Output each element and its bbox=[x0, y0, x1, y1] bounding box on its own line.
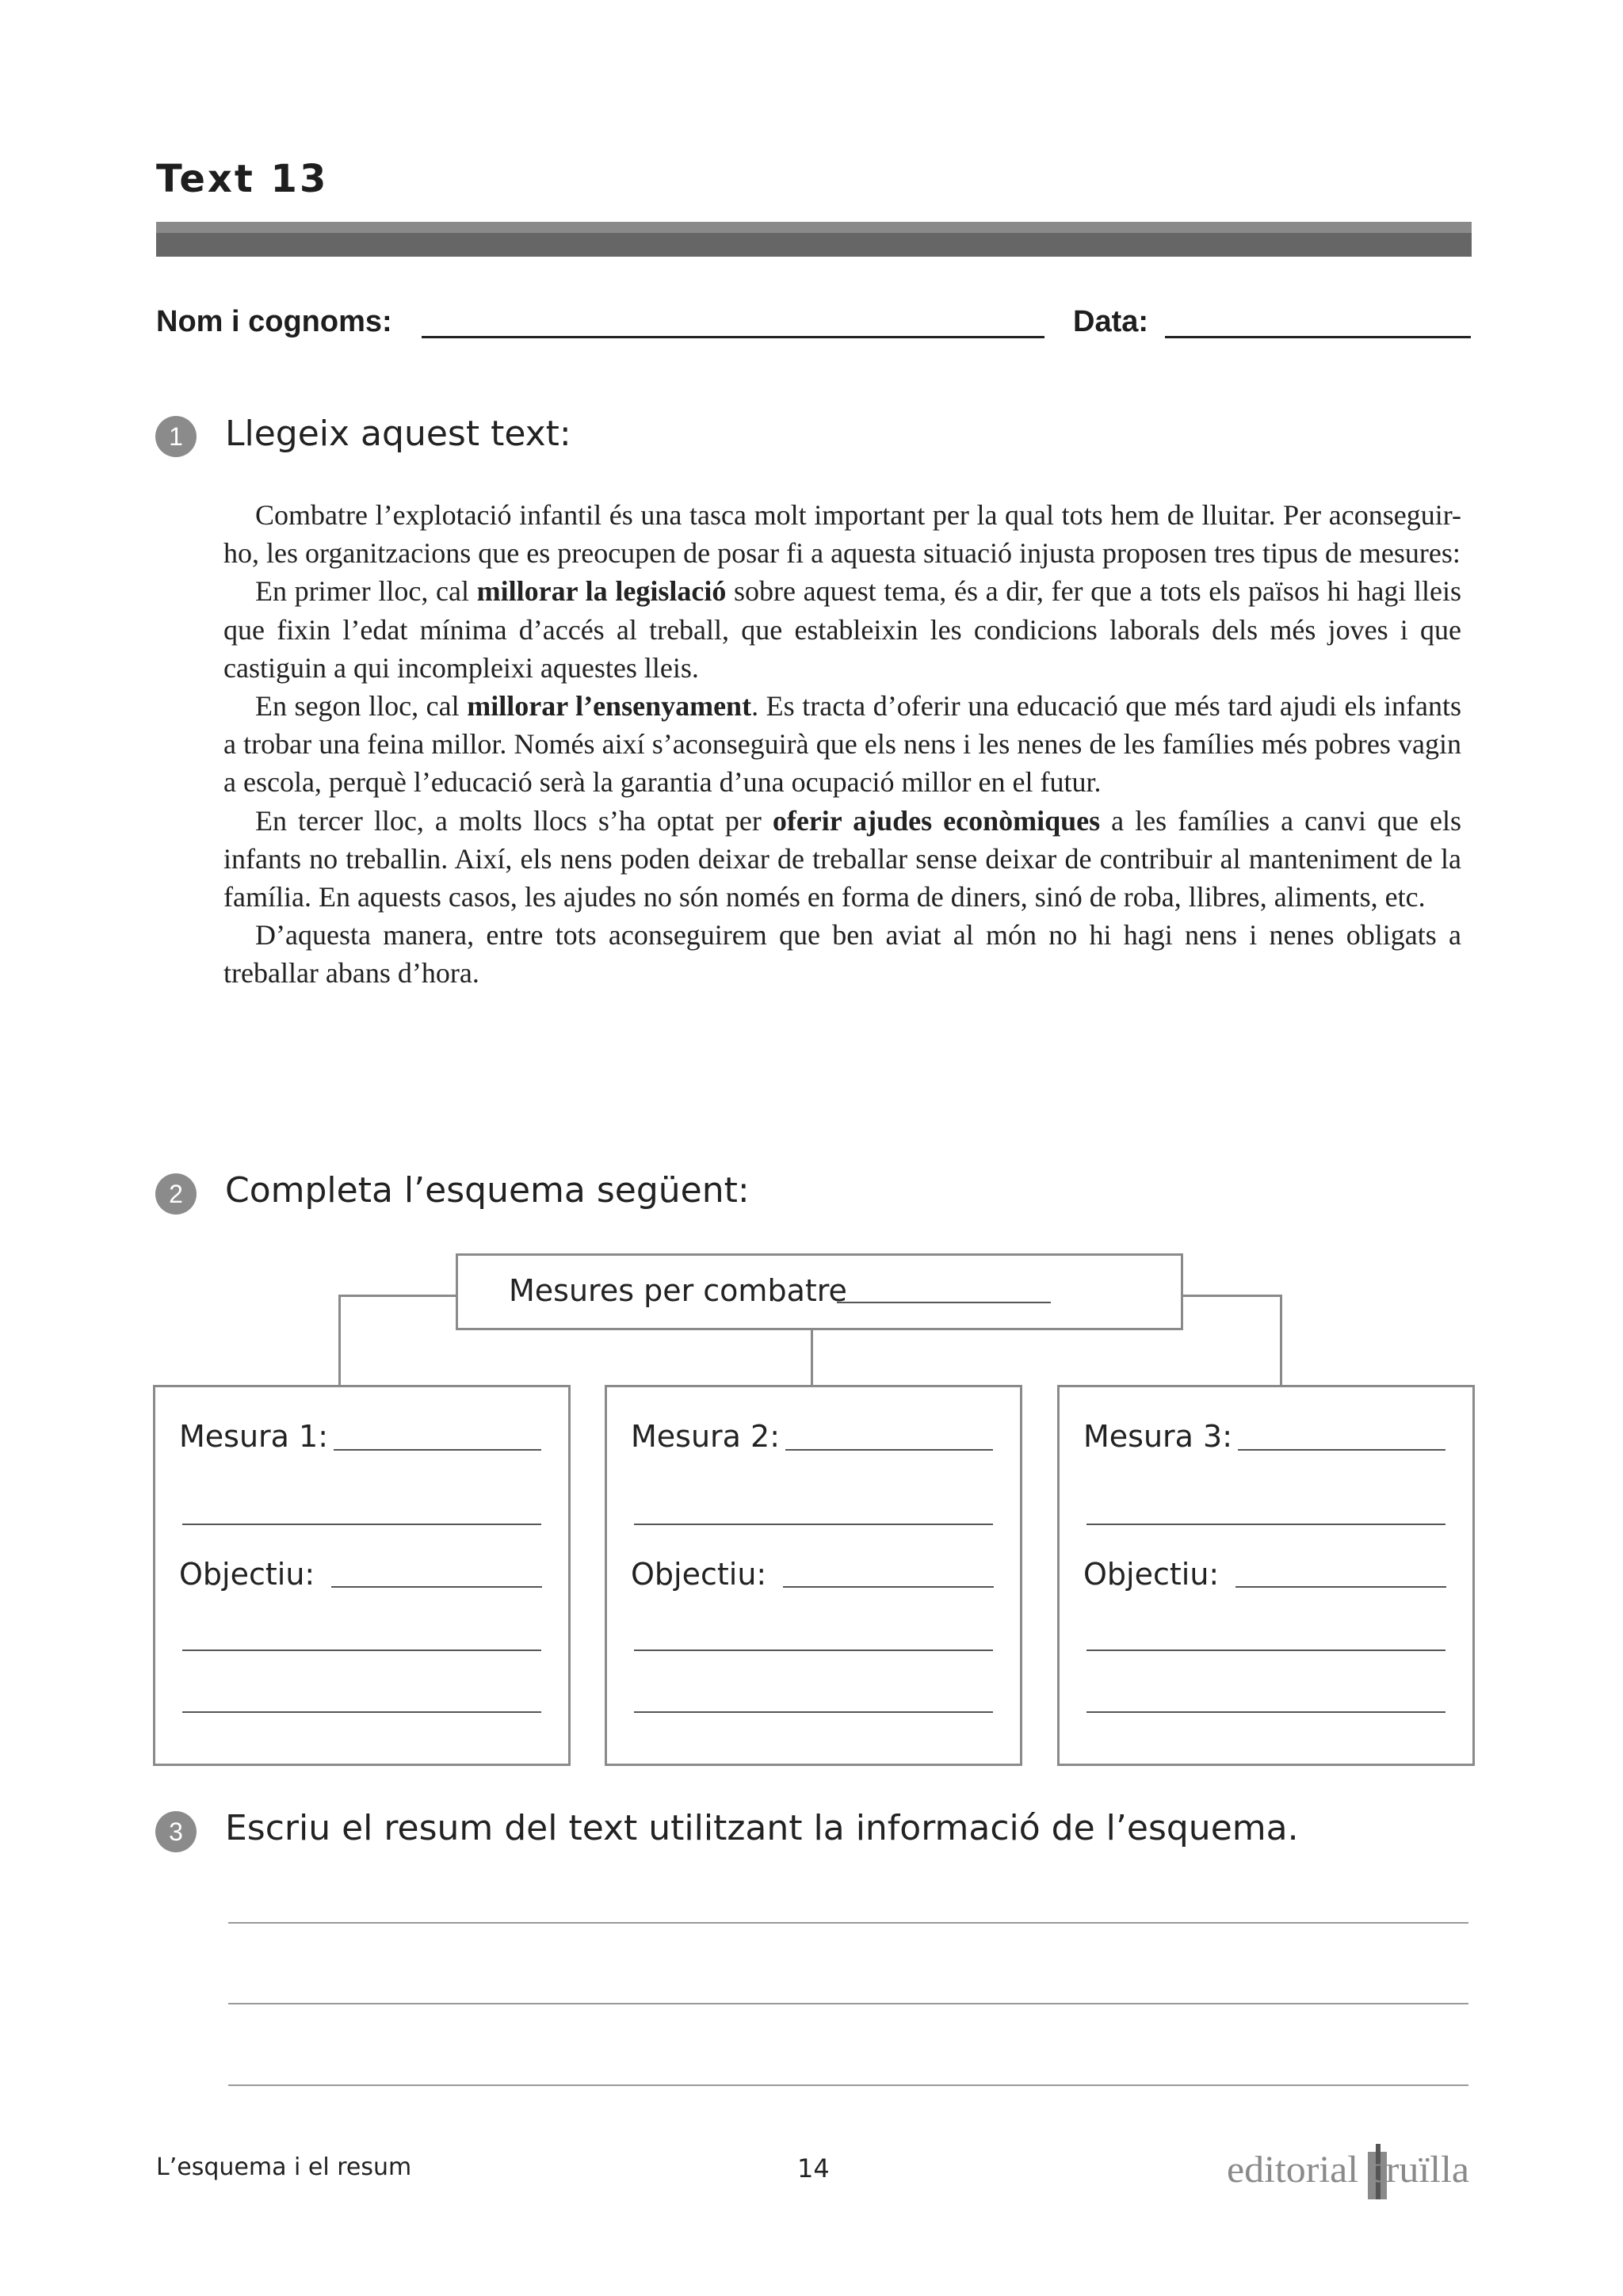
passage-text: Combatre l’explotació infantil és una tasca molt important per la qual tots hem de lluitar. Per aconseguir-ho, les organitzacions que es preocupen de posar fi a aquesta situació injusta proposen tres tipus de mesures: bbox=[223, 499, 1461, 570]
passage-text: En primer lloc, cal bbox=[255, 575, 477, 608]
passage-paragraph bbox=[223, 687, 1461, 802]
name-field[interactable] bbox=[422, 336, 1044, 338]
passage-paragraph bbox=[223, 496, 1461, 572]
schema-top-box bbox=[456, 1253, 1183, 1330]
passage-key-phrase: millorar l’ensenyament bbox=[467, 690, 752, 723]
connector-left-horizontal bbox=[338, 1295, 457, 1297]
page-title: Text 13 bbox=[156, 157, 329, 201]
objective-2-blank[interactable] bbox=[783, 1586, 994, 1588]
objective-3-line-3[interactable] bbox=[1086, 1711, 1445, 1713]
date-label: Data: bbox=[1073, 305, 1149, 338]
measure-1-line-2[interactable] bbox=[182, 1524, 541, 1525]
schema-top-blank[interactable] bbox=[837, 1302, 1051, 1303]
summary-line-1[interactable] bbox=[228, 1922, 1468, 1924]
objective-1-label: Objectiu: bbox=[179, 1557, 315, 1592]
footer-section-title: L’esquema i el resum bbox=[156, 2153, 412, 2181]
measure-box-1 bbox=[153, 1385, 571, 1766]
summary-line-3[interactable] bbox=[228, 2084, 1468, 2086]
passage-text: sobre aquest tema, és a dir, fer que a tots els països hi hagi lleis que fixin l’edat mínima d’accés al treball, que estableixin les condicions laborals dels més joves i que castiguin a qui incompleixi aquestes lleis. bbox=[223, 575, 1461, 684]
connector-left-vertical bbox=[338, 1295, 341, 1386]
passage-paragraph bbox=[223, 916, 1461, 992]
objective-2-line-2[interactable] bbox=[634, 1650, 993, 1651]
objective-2-label: Objectiu: bbox=[631, 1557, 767, 1592]
passage-text: . Es tracta d’oferir una educació que més tard ajudi els infants a trobar una feina millor. Només així s’aconseguirà que els nens i les nenes de les famílies més pobres vagin a escola, perquè l’educació serà la garantia d’una ocupació millor en el futur. bbox=[223, 690, 1462, 799]
passage-text: En tercer lloc, a molts llocs s’ha optat per bbox=[255, 804, 773, 837]
passage-text: a les famílies a canvi que els infants no treballin. Així, els nens poden deixar de treballar sense deixar de contribuir al manteniment de la família. En aquests casos, les ajudes no són només en forma de diners, sinó de roba, llibres, aliments, etc. bbox=[223, 804, 1461, 913]
publisher-name: editorial cruïlla bbox=[1227, 2149, 1469, 2191]
connector-center-vertical bbox=[811, 1329, 813, 1386]
reading-passage bbox=[223, 496, 1461, 993]
objective-3-line-2[interactable] bbox=[1086, 1650, 1445, 1651]
measure-3-blank[interactable] bbox=[1238, 1449, 1445, 1451]
passage-key-phrase: oferir ajudes econòmiques bbox=[772, 804, 1101, 837]
schema-top-label: Mesures per combatre bbox=[509, 1273, 847, 1308]
passage-text: En segon lloc, cal bbox=[255, 690, 468, 723]
measure-box-3 bbox=[1057, 1385, 1475, 1766]
exercise-2-number: 2 bbox=[155, 1173, 197, 1215]
publisher-logo bbox=[1227, 2144, 1472, 2199]
connector-right-horizontal bbox=[1181, 1295, 1282, 1297]
measure-2-blank[interactable] bbox=[785, 1449, 993, 1451]
measure-2-line-2[interactable] bbox=[634, 1524, 993, 1525]
connector-right-vertical bbox=[1280, 1295, 1282, 1386]
exercise-3-instruction: Escriu el resum del text utilitzant la informació de l’esquema. bbox=[225, 1808, 1299, 1848]
measure-2-label: Mesura 2: bbox=[631, 1419, 781, 1454]
passage-paragraph bbox=[223, 802, 1461, 917]
measure-1-blank[interactable] bbox=[334, 1449, 541, 1451]
objective-3-label: Objectiu: bbox=[1083, 1557, 1220, 1592]
passage-key-phrase: millorar la legislació bbox=[476, 575, 727, 608]
summary-line-2[interactable] bbox=[228, 2003, 1468, 2004]
objective-1-blank[interactable] bbox=[331, 1586, 542, 1588]
measure-1-label: Mesura 1: bbox=[179, 1419, 329, 1454]
objective-1-line-2[interactable] bbox=[182, 1650, 541, 1651]
measure-3-line-2[interactable] bbox=[1086, 1524, 1445, 1525]
date-field[interactable] bbox=[1165, 336, 1471, 338]
measure-3-label: Mesura 3: bbox=[1083, 1419, 1233, 1454]
exercise-3-number: 3 bbox=[155, 1811, 197, 1852]
exercise-2-instruction: Completa l’esquema següent: bbox=[225, 1170, 750, 1211]
passage-text: D’aquesta manera, entre tots aconseguirem que ben aviat al món no hi hagi nens i nenes obligats a treballar abans d’hora. bbox=[223, 919, 1461, 990]
title-bar bbox=[156, 222, 1472, 257]
measure-box-2 bbox=[605, 1385, 1022, 1766]
exercise-1-instruction: Llegeix aquest text: bbox=[225, 414, 571, 454]
objective-1-line-3[interactable] bbox=[182, 1711, 541, 1713]
objective-3-blank[interactable] bbox=[1235, 1586, 1446, 1588]
exercise-1-number: 1 bbox=[155, 416, 197, 457]
page-number: 14 bbox=[797, 2153, 830, 2183]
name-label: Nom i cognoms: bbox=[156, 305, 392, 338]
passage-paragraph bbox=[223, 572, 1461, 687]
objective-2-line-3[interactable] bbox=[634, 1711, 993, 1713]
